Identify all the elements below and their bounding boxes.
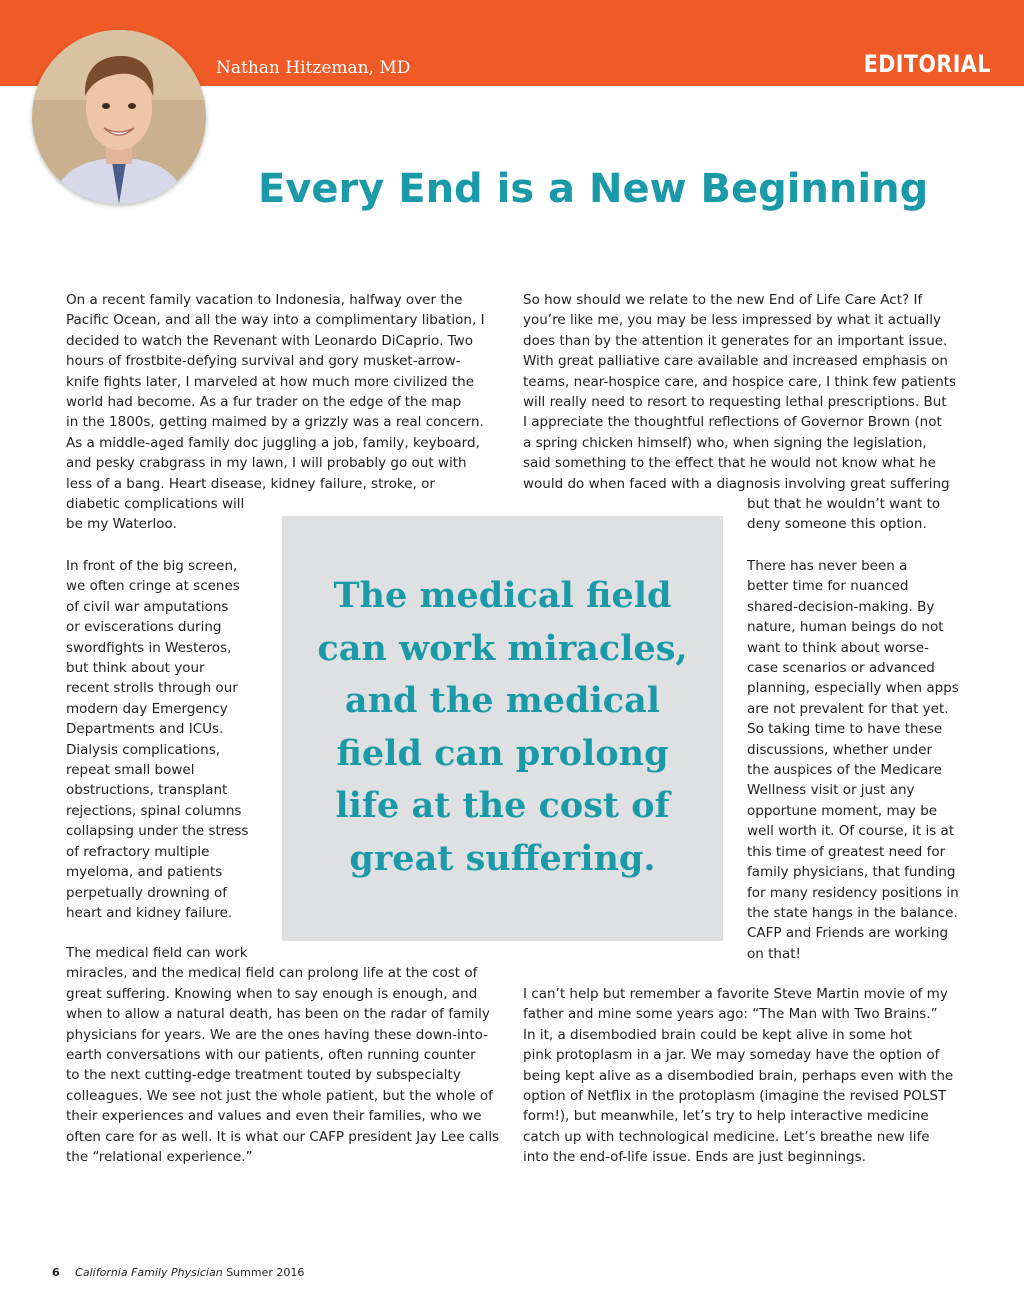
right-column-paragraph-3: I can’t help but remember a favorite Steve Martin movie of my father and mine some years ago: “The Man with Two Brains.” In it, a disembodied brain could be kept alive in some hot pink protoplasm in a jar. We may someday have the option of being kept alive as a disembodied brain, perhaps even with the option of Netflix in the protoplasm (imagine the revised POLST form!), but meanwhile, let’s try to help interactive medicine catch up with technological medicine. Let’s breathe new life into the end-of-life issue. Ends are just beginnings. [523, 986, 954, 1166]
magazine-name: California Family Physician [75, 1266, 223, 1279]
left-column-paragraph-2: In front of the big screen, we often cringe at scenes of civil war amputations or eviscerations during swordfights in Westeros, but think about your recent strolls through our modern day Emergency Departments and ICUs. Dialysis complications, repeat small bowel obstructions, transplant rejections, spinal columns collapsing under the stress of refractory multiple myeloma, and patients perpetually drowning of heart and kidney failure. [66, 558, 249, 921]
left-column-paragraph-1: On a recent family vacation to Indonesia, halfway over the Pacific Ocean, and all the way into a complimentary libation, I decided to watch the Revenant with Leonardo DiCaprio. Two hours of frostbite-defying survival and gory musket-arrow- knife fights later, I marveled at how much more civilized the world had become. As a fur trader on the edge of the map in the 1800s, getting maimed by a grizzly was a real concern. As a middle-aged family doc juggling a job, family, keyboard, and pesky crabgrass in my lawn, I will probably go out with less of a bang. Heart disease, kidney failure, stroke, or diabetic complications will be my Waterloo. [66, 292, 485, 533]
page-footer [52, 1266, 304, 1279]
issue-date: Summer 2016 [226, 1266, 305, 1279]
author-name: Nathan Hitzeman, MD [216, 58, 411, 78]
page-number: 6 [52, 1266, 60, 1279]
pull-quote-text: The medical field can work miracles, and the medical field can prolong life at the cost of great suffering. [317, 575, 688, 879]
author-photo [32, 30, 206, 204]
left-column-paragraph-3: The medical field can work miracles, and the medical field can prolong life at the cost of great suffering. Knowing when to say enough is enough, and when to allow a natural death, has been on the radar of family physicians for years. We are the ones having these down-into- earth conversations with our patients, often running counter to the next cutting-edge treatment touted by subspecialty colleagues. We see not just the whole patient, but the whole of their experiences and values and even their families, who we often care for as well. It is what our CAFP president Jay Lee calls the “relational experience.” [66, 945, 500, 1166]
right-column-paragraph-1: So how should we relate to the new End of Life Care Act? If you’re like me, you may be less impressed by what it actually does than by the attention it generates for an important issue. With great palliative care available and increased emphasis on teams, near-hospice care, and hospice care, I think few patients will really need to resort to requesting lethal prescriptions. But I appreciate the thoughtful reflections of Governor Brown (not a spring chicken himself) who, when signing the legislation, said something to the effect that he would not know what he would do when faced with a diagnosis involving great suffering [523, 292, 957, 492]
article-title: Every End is a New Beginning [258, 166, 929, 212]
section-label: EDITORIAL [863, 50, 991, 78]
pull-quote-box [282, 516, 723, 941]
right-column-paragraph-2: There has never been a better time for nuanced shared-decision-making. By nature, human beings do not want to think about worse- case scenarios or advanced planning, especially when apps are not prevalent for that yet. So taking time to have these discussions, whether under the auspices of the Medicare Wellness visit or just any opportune moment, may be well worth it. Of course, it is at this time of greatest need for family physicians, that funding for many residency positions in the state hangs in the balance. CAFP and Friends are working on that! [747, 558, 959, 962]
right-column-paragraph-1-end: but that he wouldn’t want to deny someone this option. [747, 496, 941, 533]
